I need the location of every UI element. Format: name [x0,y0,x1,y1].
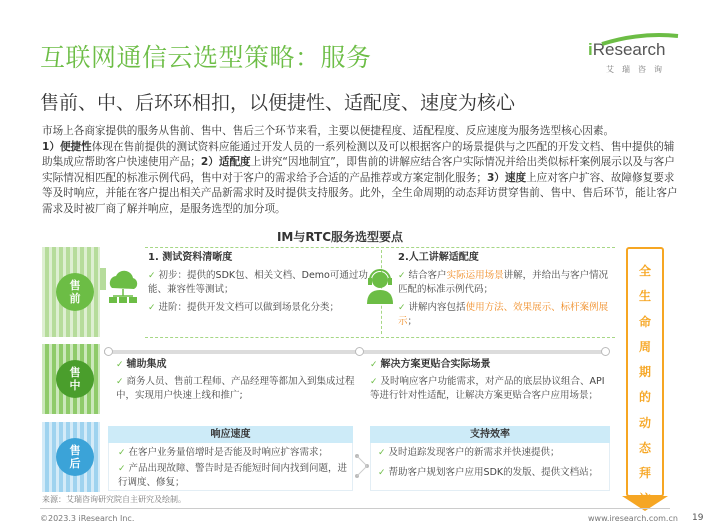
support-efficiency-heading: 支持效率 [370,426,610,443]
customer-service-icon [360,266,400,306]
assist-integration-heading: ✓ 辅助集成 [116,358,356,372]
lifecycle-char: 期 [638,365,651,380]
lifecycle-char: 全 [638,264,651,278]
timeline-dot [601,347,610,356]
midsale-left-card [116,358,356,403]
presale-top-dash [145,247,615,248]
cloud-network-icon [104,266,144,306]
assist-integration-item: ✓ 商务人员、售前工程师、产品经理等都加入到集成过程中，实现用户快速上线和推广; [116,375,356,403]
lifecycle-char: 访 [638,491,651,506]
explain-item-2-highlight: 使用方法、效果展示、标杆案例展示 [398,302,609,327]
solution-fit-heading: ✓ 解决方案更贴合实际场景 [370,358,610,372]
logo-swoosh-icon [600,32,680,46]
support-efficiency-item-2: ✓ 帮助客户规划客户应用SDK的发版、提供文档站； [378,466,608,480]
midsale-right-card [370,358,610,403]
response-speed-item-2: ✓ 产品出现故障、警告时是否能短时间内找到问题，进行调度、修复； [118,462,350,490]
explain-item-2-a: 讲解内容包括 [408,302,466,313]
test-docs-item-1: ✓ 初步：提供的SDK包、相关文档、Demo可通过功能、兼容性等测试； [148,269,373,297]
intro-point-3-label: 3）速度 [486,171,527,184]
logo-cn: 艾瑞咨询 [606,65,670,74]
stage-postsale-label: 售 后 [56,438,94,476]
explain-item-1-a: 结合客户 [408,270,447,281]
page-title: 互联网通信云选型策略：服务 [40,43,372,72]
lifecycle-char: 动 [638,415,651,430]
intro-point-3-text: 上应对客户扩容、故障修复要求等及时响应，并能在客户提出相关产品新需求时及时提供支持服务。此外，全生命周期的动态拜访贯穿售前、售中、售后环节，能让客户需求及时被厂商了解并响应，是服务选型的加分项。 [42,171,678,215]
intro-point-2-label: 2）适配度 [200,156,251,169]
intro-line-1: 市场上各商家提供的服务从售前、售中、售后三个环节来看，主要以便捷程度、适配程度、反应速度为服务选型核心因素。 [42,125,615,137]
website: www.iresearch.com.cn [588,514,678,523]
test-docs-item-2: ✓ 进阶：提供开发文档可以做到场景化分类； [148,301,373,315]
source-note: 来源：艾瑞咨询研究院自主研究及绘制。 [42,495,186,504]
stage-postsale [42,422,100,492]
lifecycle-char: 的 [638,390,651,405]
response-speed-item-1: ✓ 在客户业务量倍增时是否能及时响应扩容需求； [118,446,350,460]
footer-divider [40,508,670,509]
intro-point-1-text: 体现在售前提供的测试资料应能通过开发人员的一系列检测以及可以根据客户的场景提供与之匹配的开发文档、售中提供的辅助集成应帮助客户快速使用产品； [42,140,675,169]
presale-left-card [148,251,373,315]
presale-right-card [398,251,613,329]
explain-item-1-c: 讲解，并给出与客户情况匹配的标准示例代码； [398,270,609,295]
intro-text [42,124,682,218]
stage-presale-label: 售 前 [56,273,94,311]
lifecycle-bar [626,247,664,506]
iresearch-logo [588,32,678,80]
logo-word: Research [592,40,666,59]
presale-bottom-dash [145,337,615,338]
explain-item-2 [398,301,613,329]
solution-fit-item: ✓ 及时响应客户功能需求，对产品的底层协议组合、API等进行针对性适配，让解决方案更贴合客户应用场景； [370,375,610,403]
intro-point-2-text: 上讲究“因地制宜”，即售前的讲解应结合客户实际情况并给出类似标杆案例展示以及与客户实际情况相匹配的标准示例代码，售中对于客户的需求给予合适的产品推荐或方案定制化服务； [42,156,675,184]
timeline-dot [104,347,113,356]
stage-midsale [42,344,100,414]
lifecycle-char: 生 [638,289,651,304]
response-speed-heading: 响应速度 [108,426,353,443]
copyright: ©2023.3 iResearch Inc. [40,514,135,523]
link-nodes-icon [352,450,372,484]
lifecycle-char: 态 [638,441,651,456]
timeline-dot [355,347,364,356]
lifecycle-char: 命 [638,314,651,329]
diagram-title: IM与RTC服务选型要点 [276,230,404,244]
page-number: 19 [692,513,704,523]
postsale-left-card [118,446,350,490]
explain-item-2-c: ； [407,316,418,327]
lifecycle-char: 拜 [638,466,651,481]
postsale-right-card [378,446,608,480]
explain-item-1-highlight: 实际运用场景 [446,270,504,281]
stage-presale [42,247,100,337]
lifecycle-char: 周 [638,339,651,354]
test-docs-heading: 1. 测试资料清晰度 [148,252,233,263]
support-efficiency-item-1: ✓ 及时追踪发现客户的新需求并快速提供； [378,446,608,460]
explain-heading: 2.人工讲解适配度 [398,252,479,263]
logo-letter-i: i [588,40,593,59]
page-subtitle: 售前、中、后环环相扣，以便捷性、适配度、速度为核心 [40,92,516,114]
explain-item-1 [398,269,613,297]
lifecycle-label [628,259,662,512]
stage-midsale-label: 售 中 [56,360,94,398]
intro-point-1-label: 1）便捷性 [42,140,92,153]
